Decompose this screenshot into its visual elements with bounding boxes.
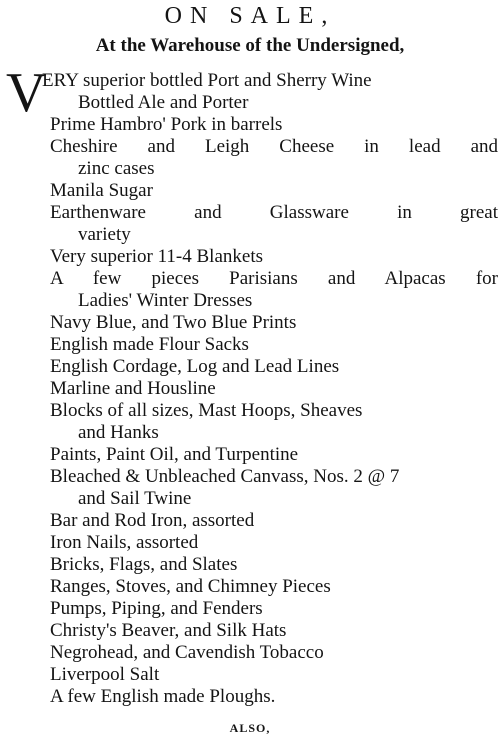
list-item: Christy's Beaver, and Silk Hats [50,620,287,641]
list-item: Negrohead, and Cavendish Tobacco [50,642,324,663]
list-item: Ladies' Winter Dresses [78,290,253,311]
list-item: variety [78,224,131,245]
list-item: Marline and Housline [50,378,216,399]
list-item: Cheshire and Leigh Cheese in lead and [50,136,498,157]
list-item: Earthenware and Glassware in great [50,202,498,223]
list-item: Bricks, Flags, and Slates [50,554,238,575]
list-item: English Cordage, Log and Lead Lines [50,356,340,377]
list-item: Navy Blue, and Two Blue Prints [50,312,297,333]
list-item: and Sail Twine [78,488,192,509]
list-item: Ranges, Stoves, and Chimney Pieces [50,576,331,597]
page-subtitle: At the Warehouse of the Undersigned, [95,35,405,56]
list-item: A few pieces Parisians and Alpacas for [50,268,498,289]
list-item: ERY superior bottled Port and Sherry Wine [42,70,372,91]
list-item: Bottled Ale and Porter [78,92,249,113]
list-item: zinc cases [78,158,155,179]
list-item: Prime Hambro' Pork in barrels [50,114,283,135]
drop-cap: V [6,62,47,124]
list-item: Liverpool Salt [50,664,160,685]
list-item: Blocks of all sizes, Mast Hoops, Sheaves [50,400,363,421]
list-item: Pumps, Piping, and Fenders [50,598,263,619]
list-item: and Hanks [78,422,159,443]
list-item: Bar and Rod Iron, assorted [50,510,255,531]
list-item: Manila Sugar [50,180,153,201]
list-item: Bleached & Unbleached Canvass, Nos. 2 @ 7 [50,466,400,487]
list-item: Paints, Paint Oil, and Turpentine [50,444,299,465]
list-item: A few English made Ploughs. [50,686,276,707]
list-item: Very superior 11-4 Blankets [50,246,263,267]
also-footer: ALSO, [229,721,271,735]
list-item: Iron Nails, assorted [50,532,199,553]
page-title: ON SALE, [164,3,336,29]
list-item: English made Flour Sacks [50,334,249,355]
